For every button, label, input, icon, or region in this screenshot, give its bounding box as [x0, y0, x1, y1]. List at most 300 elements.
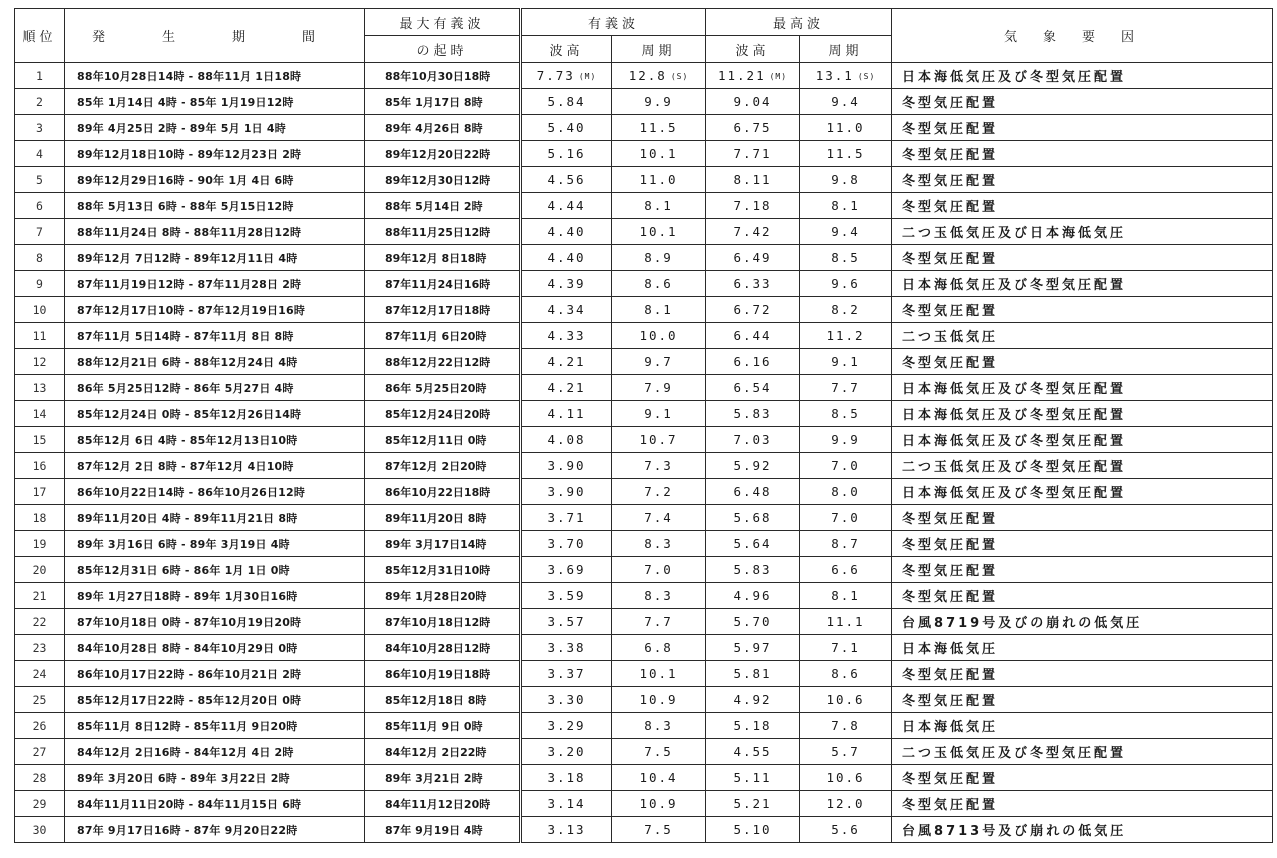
max-height-cell-text: 6.48	[733, 484, 772, 499]
max-height-cell-text: 5.68	[733, 510, 772, 525]
factor-cell	[892, 531, 1273, 557]
sig-height-cell	[521, 349, 612, 375]
sig-period-cell-text: 7.5	[644, 744, 673, 759]
max-period-cell-text: 12.0	[826, 796, 865, 811]
sig-height-cell-text: 3.71	[547, 510, 586, 525]
sig-height-cell-text: 3.90	[547, 484, 586, 499]
table-row	[15, 635, 1273, 661]
rank-cell	[15, 193, 65, 219]
period-cell	[65, 167, 365, 193]
peak-time-cell-text: 84年10月28日12時	[385, 641, 491, 655]
max-height-cell-text: 7.42	[733, 224, 772, 239]
peak-time-cell	[365, 63, 521, 89]
max-period-cell-text: 9.9	[831, 432, 860, 447]
sig-period-cell	[612, 791, 706, 817]
factor-cell	[892, 193, 1273, 219]
max-period-cell-text: 8.5	[831, 406, 860, 421]
period-cell-text: 87年11月 5日14時 - 87年11月 8日 8時	[77, 329, 294, 343]
sig-period-cell-text: 10.9	[639, 796, 678, 811]
period-cell-text: 85年12月24日 0時 - 85年12月26日14時	[77, 407, 302, 421]
peak-time-cell	[365, 817, 521, 843]
factor-cell-text: 冬型気圧配置	[902, 772, 999, 787]
max-period-cell-text: 6.6	[831, 562, 860, 577]
period-cell	[65, 557, 365, 583]
period-cell-text: 89年12月29日16時 - 90年 1月 4日 6時	[77, 173, 294, 187]
peak-time-cell	[365, 557, 521, 583]
factor-cell-text: 冬型気圧配置	[902, 252, 999, 267]
max-period-cell-text: 7.7	[831, 380, 860, 395]
peak-time-cell-text: 89年 4月26日 8時	[385, 121, 483, 135]
period-cell	[65, 193, 365, 219]
sig-height-cell	[521, 687, 612, 713]
factor-cell	[892, 713, 1273, 739]
wave-ranking-document	[14, 8, 1272, 850]
rank-cell	[15, 557, 65, 583]
sig-height-cell-text: 3.90	[547, 458, 586, 473]
rank-cell-text: 13	[32, 380, 47, 395]
max-period-cell-text: 8.0	[831, 484, 860, 499]
rank-cell-text: 18	[32, 510, 47, 525]
factor-cell	[892, 765, 1273, 791]
max-height-cell	[706, 63, 800, 89]
sig-wave-header: 有義波	[521, 9, 706, 36]
peak-time-cell	[365, 791, 521, 817]
max-height-cell-text: 6.72	[733, 302, 772, 317]
sig-height-cell	[521, 427, 612, 453]
peak-time-cell	[365, 687, 521, 713]
max-height-cell	[706, 349, 800, 375]
sig-height-cell-text: 3.13	[547, 822, 586, 837]
unit-seconds-label: (S)	[857, 72, 876, 81]
table-row	[15, 661, 1273, 687]
max-period-cell-text: 8.1	[831, 198, 860, 213]
max-period-cell-text: 8.7	[831, 536, 860, 551]
sig-height-cell	[521, 89, 612, 115]
max-period-cell	[800, 193, 892, 219]
sig-period-cell	[612, 661, 706, 687]
factor-header: 気象要因	[892, 9, 1273, 63]
max-period-cell-text: 10.6	[826, 692, 865, 707]
rank-cell	[15, 167, 65, 193]
peak-time-cell-text: 85年12月24日20時	[385, 407, 491, 421]
rank-cell	[15, 219, 65, 245]
unit-meters-label: (M)	[769, 72, 788, 81]
factor-cell-text: 冬型気圧配置	[902, 564, 999, 579]
factor-cell-text: 日本海低気圧及び冬型気圧配置	[902, 408, 1127, 423]
period-cell-text: 85年12月31日 6時 - 86年 1月 1日 0時	[77, 563, 290, 577]
max-period-cell	[800, 89, 892, 115]
table-row	[15, 687, 1273, 713]
sig-height-cell-text: 3.29	[547, 718, 586, 733]
peak-time-cell	[365, 401, 521, 427]
max-period-cell	[800, 323, 892, 349]
max-period-cell-text: 5.6	[831, 822, 860, 837]
rank-cell-text: 1	[36, 68, 43, 83]
max-period-cell	[800, 427, 892, 453]
sig-period-cell	[612, 505, 706, 531]
max-period-cell-text: 11.0	[826, 120, 865, 135]
table-row	[15, 531, 1273, 557]
peak-time-cell	[365, 193, 521, 219]
max-height-cell	[706, 583, 800, 609]
max-period-cell	[800, 63, 892, 89]
sig-period-cell	[612, 245, 706, 271]
peak-time-cell-text: 89年12月20日22時	[385, 147, 491, 161]
sig-period-cell	[612, 609, 706, 635]
period-cell-text: 89年12月18日10時 - 89年12月23日 2時	[77, 147, 302, 161]
sig-height-cell	[521, 713, 612, 739]
peak-time-cell	[365, 167, 521, 193]
peak-time-cell-text: 87年10月18日12時	[385, 615, 491, 629]
max-height-cell	[706, 297, 800, 323]
max-period-cell-text: 7.1	[831, 640, 860, 655]
period-cell-text: 88年10月28日14時 - 88年11月 1日18時	[77, 69, 302, 83]
rank-cell	[15, 427, 65, 453]
table-row	[15, 141, 1273, 167]
sig-period-cell-text: 9.1	[644, 406, 673, 421]
max-height-cell	[706, 427, 800, 453]
factor-cell	[892, 609, 1273, 635]
max-height-cell-text: 5.70	[733, 614, 772, 629]
factor-cell	[892, 817, 1273, 843]
max-period-cell	[800, 791, 892, 817]
period-cell	[65, 271, 365, 297]
sig-period-cell	[612, 375, 706, 401]
factor-cell-text: 冬型気圧配置	[902, 356, 999, 371]
max-period-cell	[800, 687, 892, 713]
peak-time-cell-text: 89年 3月17日14時	[385, 537, 487, 551]
factor-cell	[892, 505, 1273, 531]
sig-period-cell-text: 9.9	[644, 94, 673, 109]
factor-cell	[892, 141, 1273, 167]
peak-time-cell-text: 88年11月25日12時	[385, 225, 491, 239]
factor-cell-text: 冬型気圧配置	[902, 694, 999, 709]
peak-time-cell-text: 84年11月12日20時	[385, 797, 491, 811]
peak-time-cell	[365, 661, 521, 687]
period-cell-text: 87年11月19日12時 - 87年11月28日 2時	[77, 277, 302, 291]
factor-cell	[892, 791, 1273, 817]
max-height-cell-text: 7.03	[733, 432, 772, 447]
sig-period-cell-text: 7.2	[644, 484, 673, 499]
sig-period-cell	[612, 323, 706, 349]
period-cell	[65, 297, 365, 323]
sig-height-cell-text: 3.69	[547, 562, 586, 577]
table-row	[15, 193, 1273, 219]
sig-height-cell	[521, 765, 612, 791]
period-cell-text: 87年12月 2日 8時 - 87年12月 4日10時	[77, 459, 294, 473]
sig-height-cell-text: 4.33	[547, 328, 586, 343]
sig-period-cell-text: 10.7	[639, 432, 678, 447]
factor-cell-text: 冬型気圧配置	[902, 798, 999, 813]
unit-seconds-label: (S)	[670, 72, 689, 81]
max-period-cell	[800, 479, 892, 505]
max-height-cell	[706, 505, 800, 531]
sig-height-cell-text: 3.38	[547, 640, 586, 655]
sig-period-cell	[612, 63, 706, 89]
max-height-cell-text: 5.83	[733, 406, 772, 421]
max-height-cell	[706, 115, 800, 141]
rank-cell-text: 15	[32, 432, 47, 447]
sig-period-cell	[612, 531, 706, 557]
sig-height-cell-text: 4.21	[547, 354, 586, 369]
factor-cell	[892, 479, 1273, 505]
peak-time-cell	[365, 349, 521, 375]
period-cell-text: 89年12月 7日12時 - 89年12月11日 4時	[77, 251, 298, 265]
max-height-cell-text: 5.97	[733, 640, 772, 655]
sig-period-cell	[612, 713, 706, 739]
sig-height-cell	[521, 557, 612, 583]
factor-cell-text: 冬型気圧配置	[902, 668, 999, 683]
max-height-cell	[706, 245, 800, 271]
sig-height-cell	[521, 219, 612, 245]
rank-cell-text: 27	[32, 744, 47, 759]
factor-cell-text: 冬型気圧配置	[902, 200, 999, 215]
rank-cell-text: 10	[32, 302, 47, 317]
table-row	[15, 713, 1273, 739]
sig-height-cell-text: 3.37	[547, 666, 586, 681]
sig-period-cell-text: 7.9	[644, 380, 673, 395]
sig-period-cell-text: 8.9	[644, 250, 673, 265]
table-row	[15, 297, 1273, 323]
rank-cell	[15, 271, 65, 297]
sig-height-cell	[521, 245, 612, 271]
rank-cell-text: 14	[32, 406, 47, 421]
period-cell	[65, 817, 365, 843]
sig-period-cell-text: 8.1	[644, 302, 673, 317]
sig-height-cell	[521, 609, 612, 635]
max-height-cell	[706, 167, 800, 193]
sig-height-cell-text: 4.39	[547, 276, 586, 291]
sig-period-cell	[612, 583, 706, 609]
max-height-cell-text: 6.44	[733, 328, 772, 343]
peak-time-cell	[365, 453, 521, 479]
max-period-cell-text: 7.8	[831, 718, 860, 733]
period-cell-text: 89年 3月20日 6時 - 89年 3月22日 2時	[77, 771, 290, 785]
factor-cell-text: 冬型気圧配置	[902, 96, 999, 111]
sig-height-cell-text: 5.16	[547, 146, 586, 161]
sig-period-cell	[612, 401, 706, 427]
max-height-cell	[706, 557, 800, 583]
sig-period-cell	[612, 89, 706, 115]
sig-period-cell	[612, 167, 706, 193]
sig-height-cell	[521, 739, 612, 765]
period-cell-text: 85年 1月14日 4時 - 85年 1月19日12時	[77, 95, 294, 109]
period-cell	[65, 141, 365, 167]
sig-height-cell-text: 4.08	[547, 432, 586, 447]
max-period-cell	[800, 635, 892, 661]
factor-cell	[892, 89, 1273, 115]
max-period-cell-text: 11.5	[826, 146, 865, 161]
sig-height-cell	[521, 505, 612, 531]
rank-cell-text: 16	[32, 458, 47, 473]
max-period-cell-text: 8.5	[831, 250, 860, 265]
table-row	[15, 765, 1273, 791]
peak-time-cell-text: 84年12月 2日22時	[385, 745, 487, 759]
factor-cell-text: 二つ玉低気圧及び日本海低気圧	[902, 226, 1127, 241]
period-cell-text: 88年11月24日 8時 - 88年11月28日12時	[77, 225, 302, 239]
rank-header: 順位	[15, 9, 65, 63]
peak-time-cell-text: 86年10月22日18時	[385, 485, 491, 499]
max-period-cell	[800, 531, 892, 557]
sig-period-cell-text: 10.9	[639, 692, 678, 707]
table-row	[15, 583, 1273, 609]
rank-cell-text: 9	[36, 276, 43, 291]
max-period-cell	[800, 505, 892, 531]
table-row	[15, 557, 1273, 583]
sig-height-cell-text: 3.14	[547, 796, 586, 811]
period-cell	[65, 661, 365, 687]
table-header	[15, 9, 1273, 63]
sig-period-cell-text: 9.7	[644, 354, 673, 369]
period-cell	[65, 453, 365, 479]
max-height-cell	[706, 661, 800, 687]
peak-time-cell-text: 86年 5月25日20時	[385, 381, 487, 395]
sig-height-cell	[521, 115, 612, 141]
period-cell	[65, 63, 365, 89]
factor-cell-text: 日本海低気圧及び冬型気圧配置	[902, 434, 1127, 449]
period-cell-text: 86年10月17日22時 - 86年10月21日 2時	[77, 667, 302, 681]
max-height-cell-text: 5.10	[733, 822, 772, 837]
factor-cell	[892, 687, 1273, 713]
max-period-cell	[800, 713, 892, 739]
period-cell	[65, 609, 365, 635]
max-period-cell-text: 8.6	[831, 666, 860, 681]
max-height-cell	[706, 89, 800, 115]
max-height-cell	[706, 375, 800, 401]
max-height-cell-text: 5.92	[733, 458, 772, 473]
peak-time-cell	[365, 531, 521, 557]
peak-time-cell	[365, 219, 521, 245]
rank-cell	[15, 453, 65, 479]
max-period-cell-text: 8.2	[831, 302, 860, 317]
max-height-cell-text: 6.49	[733, 250, 772, 265]
sig-height-cell	[521, 323, 612, 349]
rank-cell	[15, 141, 65, 167]
factor-cell-text: 日本海低気圧	[902, 720, 999, 735]
factor-cell	[892, 427, 1273, 453]
sig-height-cell	[521, 635, 612, 661]
peak-time-cell-text: 89年 3月21日 2時	[385, 771, 483, 785]
sig-period-cell-text: 8.6	[644, 276, 673, 291]
max-sig-time-subheader: の起時	[365, 36, 521, 63]
peak-time-cell	[365, 89, 521, 115]
max-period-cell-text: 9.6	[831, 276, 860, 291]
rank-cell-text: 8	[36, 250, 43, 265]
sig-period-cell	[612, 635, 706, 661]
period-cell-text: 88年 5月13日 6時 - 88年 5月15日12時	[77, 199, 294, 213]
sig-period-cell-text: 11.0	[639, 172, 678, 187]
max-period-cell-text: 13.1	[815, 68, 854, 83]
max-period-cell	[800, 219, 892, 245]
period-cell	[65, 115, 365, 141]
max-period-cell-text: 11.2	[826, 328, 865, 343]
factor-cell	[892, 167, 1273, 193]
period-cell	[65, 505, 365, 531]
period-cell-text: 84年12月 2日16時 - 84年12月 4日 2時	[77, 745, 294, 759]
sig-period-cell-text: 7.5	[644, 822, 673, 837]
period-cell-text: 85年11月 8日12時 - 85年11月 9日20時	[77, 719, 298, 733]
peak-time-cell	[365, 765, 521, 791]
factor-cell	[892, 63, 1273, 89]
max-height-cell-text: 4.96	[733, 588, 772, 603]
period-cell	[65, 349, 365, 375]
max-height-cell	[706, 739, 800, 765]
rank-cell	[15, 817, 65, 843]
max-period-cell-text: 9.4	[831, 94, 860, 109]
max-period-cell	[800, 609, 892, 635]
rank-cell-text: 19	[32, 536, 47, 551]
max-height-cell	[706, 713, 800, 739]
sig-period-cell	[612, 193, 706, 219]
peak-time-cell	[365, 505, 521, 531]
max-period-cell	[800, 401, 892, 427]
peak-time-cell-text: 85年 1月17日 8時	[385, 95, 483, 109]
sig-height-cell-text: 4.34	[547, 302, 586, 317]
max-height-cell-text: 6.16	[733, 354, 772, 369]
sig-period-cell-text: 7.4	[644, 510, 673, 525]
rank-cell-text: 4	[36, 146, 43, 161]
sig-period-cell	[612, 141, 706, 167]
rank-cell	[15, 583, 65, 609]
max-height-cell	[706, 401, 800, 427]
max-height-cell	[706, 609, 800, 635]
period-cell	[65, 427, 365, 453]
rank-cell	[15, 531, 65, 557]
max-period-cell	[800, 583, 892, 609]
peak-time-cell-text: 85年12月11日 0時	[385, 433, 487, 447]
peak-time-cell-text: 89年11月20日 8時	[385, 511, 487, 525]
rank-cell-text: 6	[36, 198, 43, 213]
sig-height-cell	[521, 453, 612, 479]
sig-period-cell-text: 12.8	[628, 68, 667, 83]
sig-height-cell	[521, 401, 612, 427]
factor-cell-text: 冬型気圧配置	[902, 148, 999, 163]
max-height-cell-text: 9.04	[733, 94, 772, 109]
sig-period-header: 周期	[612, 36, 706, 63]
rank-cell	[15, 765, 65, 791]
rank-cell-text: 24	[32, 666, 47, 681]
rank-cell-text: 11	[32, 328, 47, 343]
factor-cell-text: 日本海低気圧	[902, 642, 999, 657]
max-height-cell-text: 4.92	[733, 692, 772, 707]
rank-cell-text: 26	[32, 718, 47, 733]
sig-height-cell	[521, 375, 612, 401]
max-period-cell	[800, 271, 892, 297]
period-cell	[65, 479, 365, 505]
period-cell	[65, 687, 365, 713]
max-height-cell	[706, 687, 800, 713]
period-cell-text: 85年12月17日22時 - 85年12月20日 0時	[77, 693, 302, 707]
rank-cell	[15, 323, 65, 349]
period-cell	[65, 323, 365, 349]
max-period-cell	[800, 739, 892, 765]
sig-period-cell-text: 7.3	[644, 458, 673, 473]
max-period-cell	[800, 661, 892, 687]
sig-period-cell-text: 7.0	[644, 562, 673, 577]
max-height-cell	[706, 765, 800, 791]
peak-time-cell-text: 88年12月22日12時	[385, 355, 491, 369]
rank-cell	[15, 505, 65, 531]
peak-time-cell-text: 85年11月 9日 0時	[385, 719, 483, 733]
sig-period-cell	[612, 453, 706, 479]
sig-height-cell-text: 4.40	[547, 224, 586, 239]
factor-cell-text: 二つ玉低気圧	[902, 330, 999, 345]
table-row	[15, 89, 1273, 115]
table-body	[15, 63, 1273, 843]
factor-cell-text: 冬型気圧配置	[902, 538, 999, 553]
max-wave-header: 最高波	[706, 9, 892, 36]
peak-time-cell	[365, 713, 521, 739]
